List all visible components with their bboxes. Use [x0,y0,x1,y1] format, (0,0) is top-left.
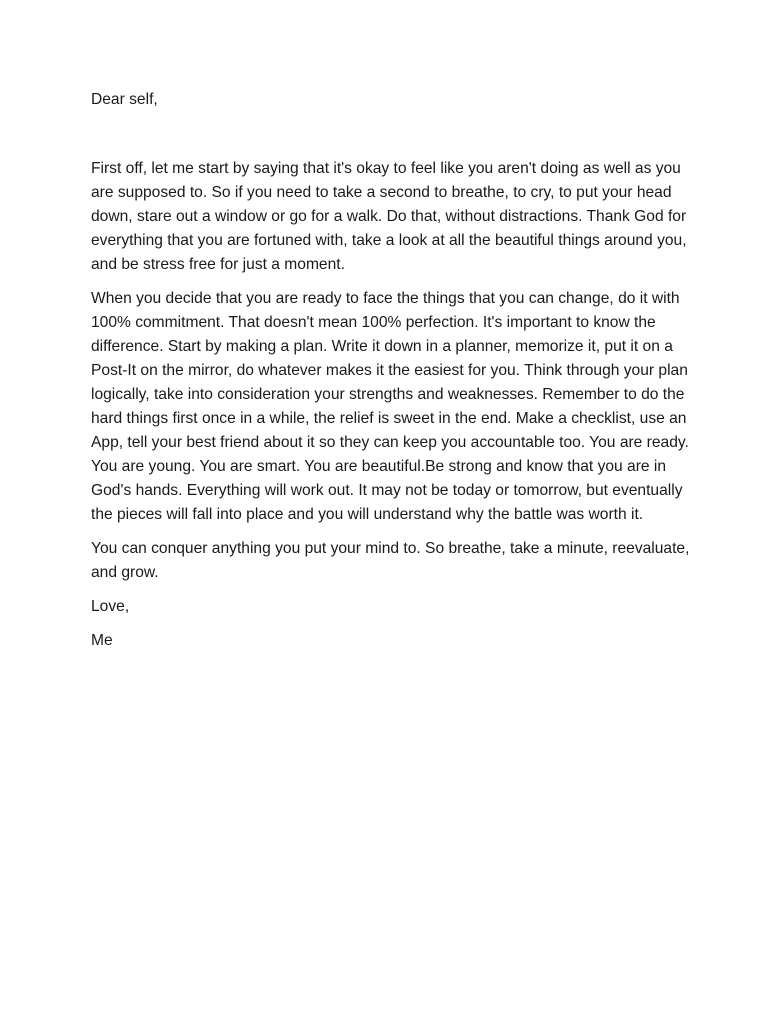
closing: Love, [91,598,130,615]
salutation: Dear self, [91,91,158,108]
letter-body [91,88,691,653]
paragraph-3: You can conquer anything you put your mind to. So breathe, take a minute, reevaluate, and grow. [91,540,690,581]
signature: Me [91,632,113,649]
paragraph-2: When you decide that you are ready to face the things that you can change, do it with 100% commitment. That doesn't mean 100% perfection. It's important to know the difference. Start by making a plan. Write it down in a planner, memorize it, put it on a Post-It on the mirror, do whatever makes it the easiest for you. Think through your plan logically, take into consideration your strengths and weaknesses. Remember to do the hard things first once in a while, the relief is sweet in the end. Make a checklist, use an App, tell your best friend about it so they can keep you accountable too. You are ready. You are young. You are smart. You are beautiful.Be strong and know that you are in God's hands. Everything will work out. It may not be today or tomorrow, but eventually the pieces will fall into place and you will understand why the battle was worth it. [91,290,689,523]
paragraph-1: First off, let me start by saying that it's okay to feel like you aren't doing as well as you are supposed to. So if you need to take a second to breathe, to cry, to put your head down, stare out a window or go for a walk. Do that, without distractions. Thank God for everything that you are fortuned with, take a look at all the beautiful things around you, and be stress free for just a moment. [91,160,687,273]
